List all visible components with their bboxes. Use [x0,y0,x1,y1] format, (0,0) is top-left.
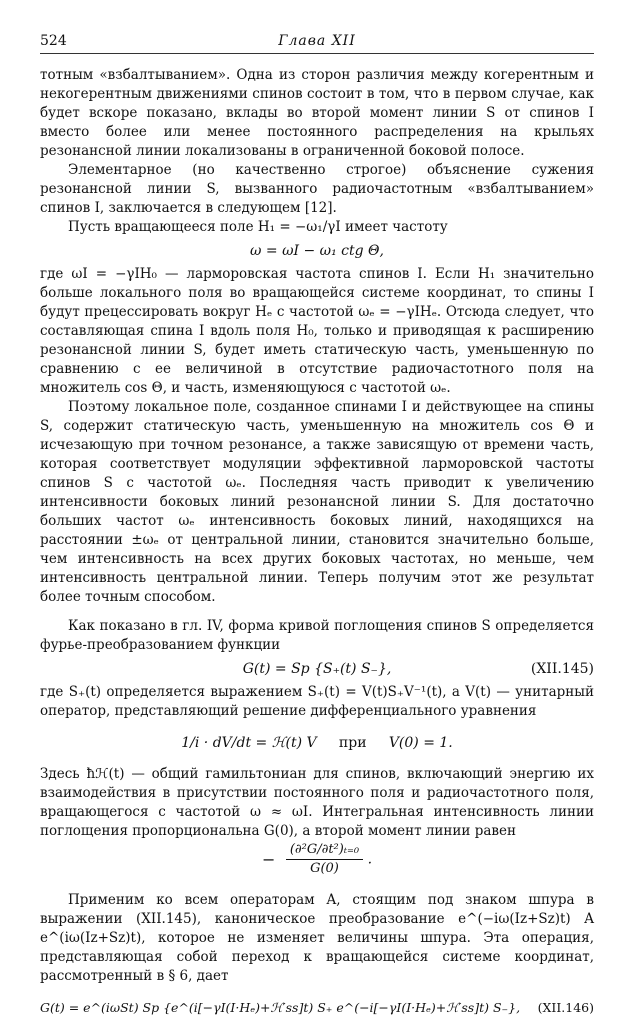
paragraph: Как показано в гл. IV, форма кривой поглощения спинов S определяется фурье-преобразованием функции [40,618,594,653]
equation-text: V(0) = 1. [388,735,453,751]
equation-text: G(t) = e^(iωSt) Sp {e^(i[−γI(I·Hₑ)+ℋ′ss]t) S₊ e^(−i[−γI(I·Hₑ)+ℋ′ss]t) S₋}, [40,1000,521,1015]
equation-dv [40,721,594,765]
page-body [40,66,594,1030]
equation-text: ω = ωI − ω₁ ctg Θ, [250,243,384,259]
paragraph: где S₊(t) определяется выражением S₊(t) = V(t)S₊V⁻¹(t), а V(t) — унитарный оператор, представляющий решение дифференциального уравнения [40,684,594,719]
fraction-numerator: (∂²G/∂t²)ₜ₌₀ [286,841,363,860]
paragraph: Пусть вращающееся поле H₁ = −ω₁/γI имеет частоту [68,219,448,235]
equation-number: (XII.146) [537,1000,594,1015]
paragraph: Поэтому локальное поле, созданное спинами I и действующее на спины S, содержит статическую часть, уменьшенную на множитель cos Θ и исчезающую при точном резонансе, а также зависящую от времени часть, которая соответствует модуляции эффективной ларморовской частоты спинов S с частотой ωₑ. Последняя часть приводит к увеличению интенсивности боковых линий резонансной линии S. Для достаточно больших частот ωₑ интенсивность боковых линий, находящихся на расстоянии ±ωₑ от центральной линии, становится значительно больше, чем интенсивность на всех других боковых частотах, но меньше, чем интенсивность центральной линии. Теперь получим этот же результат более точным способом. [40,399,594,605]
equation-text: G(t) = Sp {S₊(t) S₋}, [242,661,392,677]
chapter-title: Глава XII [278,33,356,49]
equation-g-rotating [40,986,594,1030]
equation-text: 1/i · dV/dt = ℋ(t) V [181,735,317,751]
equation-number: (XII.145) [530,661,594,677]
equation-second-moment: − $\frac{\text{(∂²G/∂t²)ₜ₌₀}}{G(0)}$ . [261,842,373,876]
page-number: 524 [40,33,67,49]
fraction-denominator: G(0) [310,861,339,876]
equation-text: при [338,735,367,751]
page-header [40,32,594,54]
paragraph: Элементарное (но качественно строгое) объяснение сужения резонансной линии S, вызванного радиочастотным «взбалтыванием» спинов I, заключается в следующем [12]. [40,162,594,216]
fraction [286,841,363,878]
paragraph: Применим ко всем операторам A, стоящим под знаком шпура в выражении (XII.145), каноническое преобразование e^(−iω(Iz+Sz)t) A e^(iω(Iz+Sz)t), которое не изменяет величины шпура. Эта операция, представляющая собой переход к вращающейся системе координат, рассмотренный в § 6, дает [40,892,594,984]
paragraph: Здесь ħℋ(t) — общий гамильтониан для спинов, включающий энергию их взаимодействия в присутствии постоянного поля и радиочастотного поля, вращающегося с частотой ω ≈ ωI. Интегральная интенсивность линии поглощения пропорциональна G(0), а второй момент линии равен [40,766,594,839]
paragraph: где ωI = −γIH₀ — ларморовская частота спинов I. Если H₁ значительно больше локального поля во вращающейся системе координат, то спины I будут прецессировать вокруг Hₑ с частотой ωₑ = −γIHₑ. Отсюда следует, что составляющая спина I вдоль поля H₀, только и приводящая к расширению резонансной линии S, будет иметь статическую часть, уменьшенную по сравнению с ее величиной в отсутствие радиочастотного поля на множитель cos Θ, и часть, изменяющуюся с частотой ωₑ. [40,266,594,396]
equation-g-definition [40,655,594,683]
equation-omega [40,237,594,265]
paragraph: тотным «взбалтыванием». Одна из сторон различия между когерентным и некогерентным движениями спинов состоит в том, что в первом случае, как будет вскоре показано, вклады во второй момент линии S от спинов I вместо более или менее постоянного распределения на крыльях резонансной линии локализованы в ограниченной боковой полосе. [40,67,594,159]
